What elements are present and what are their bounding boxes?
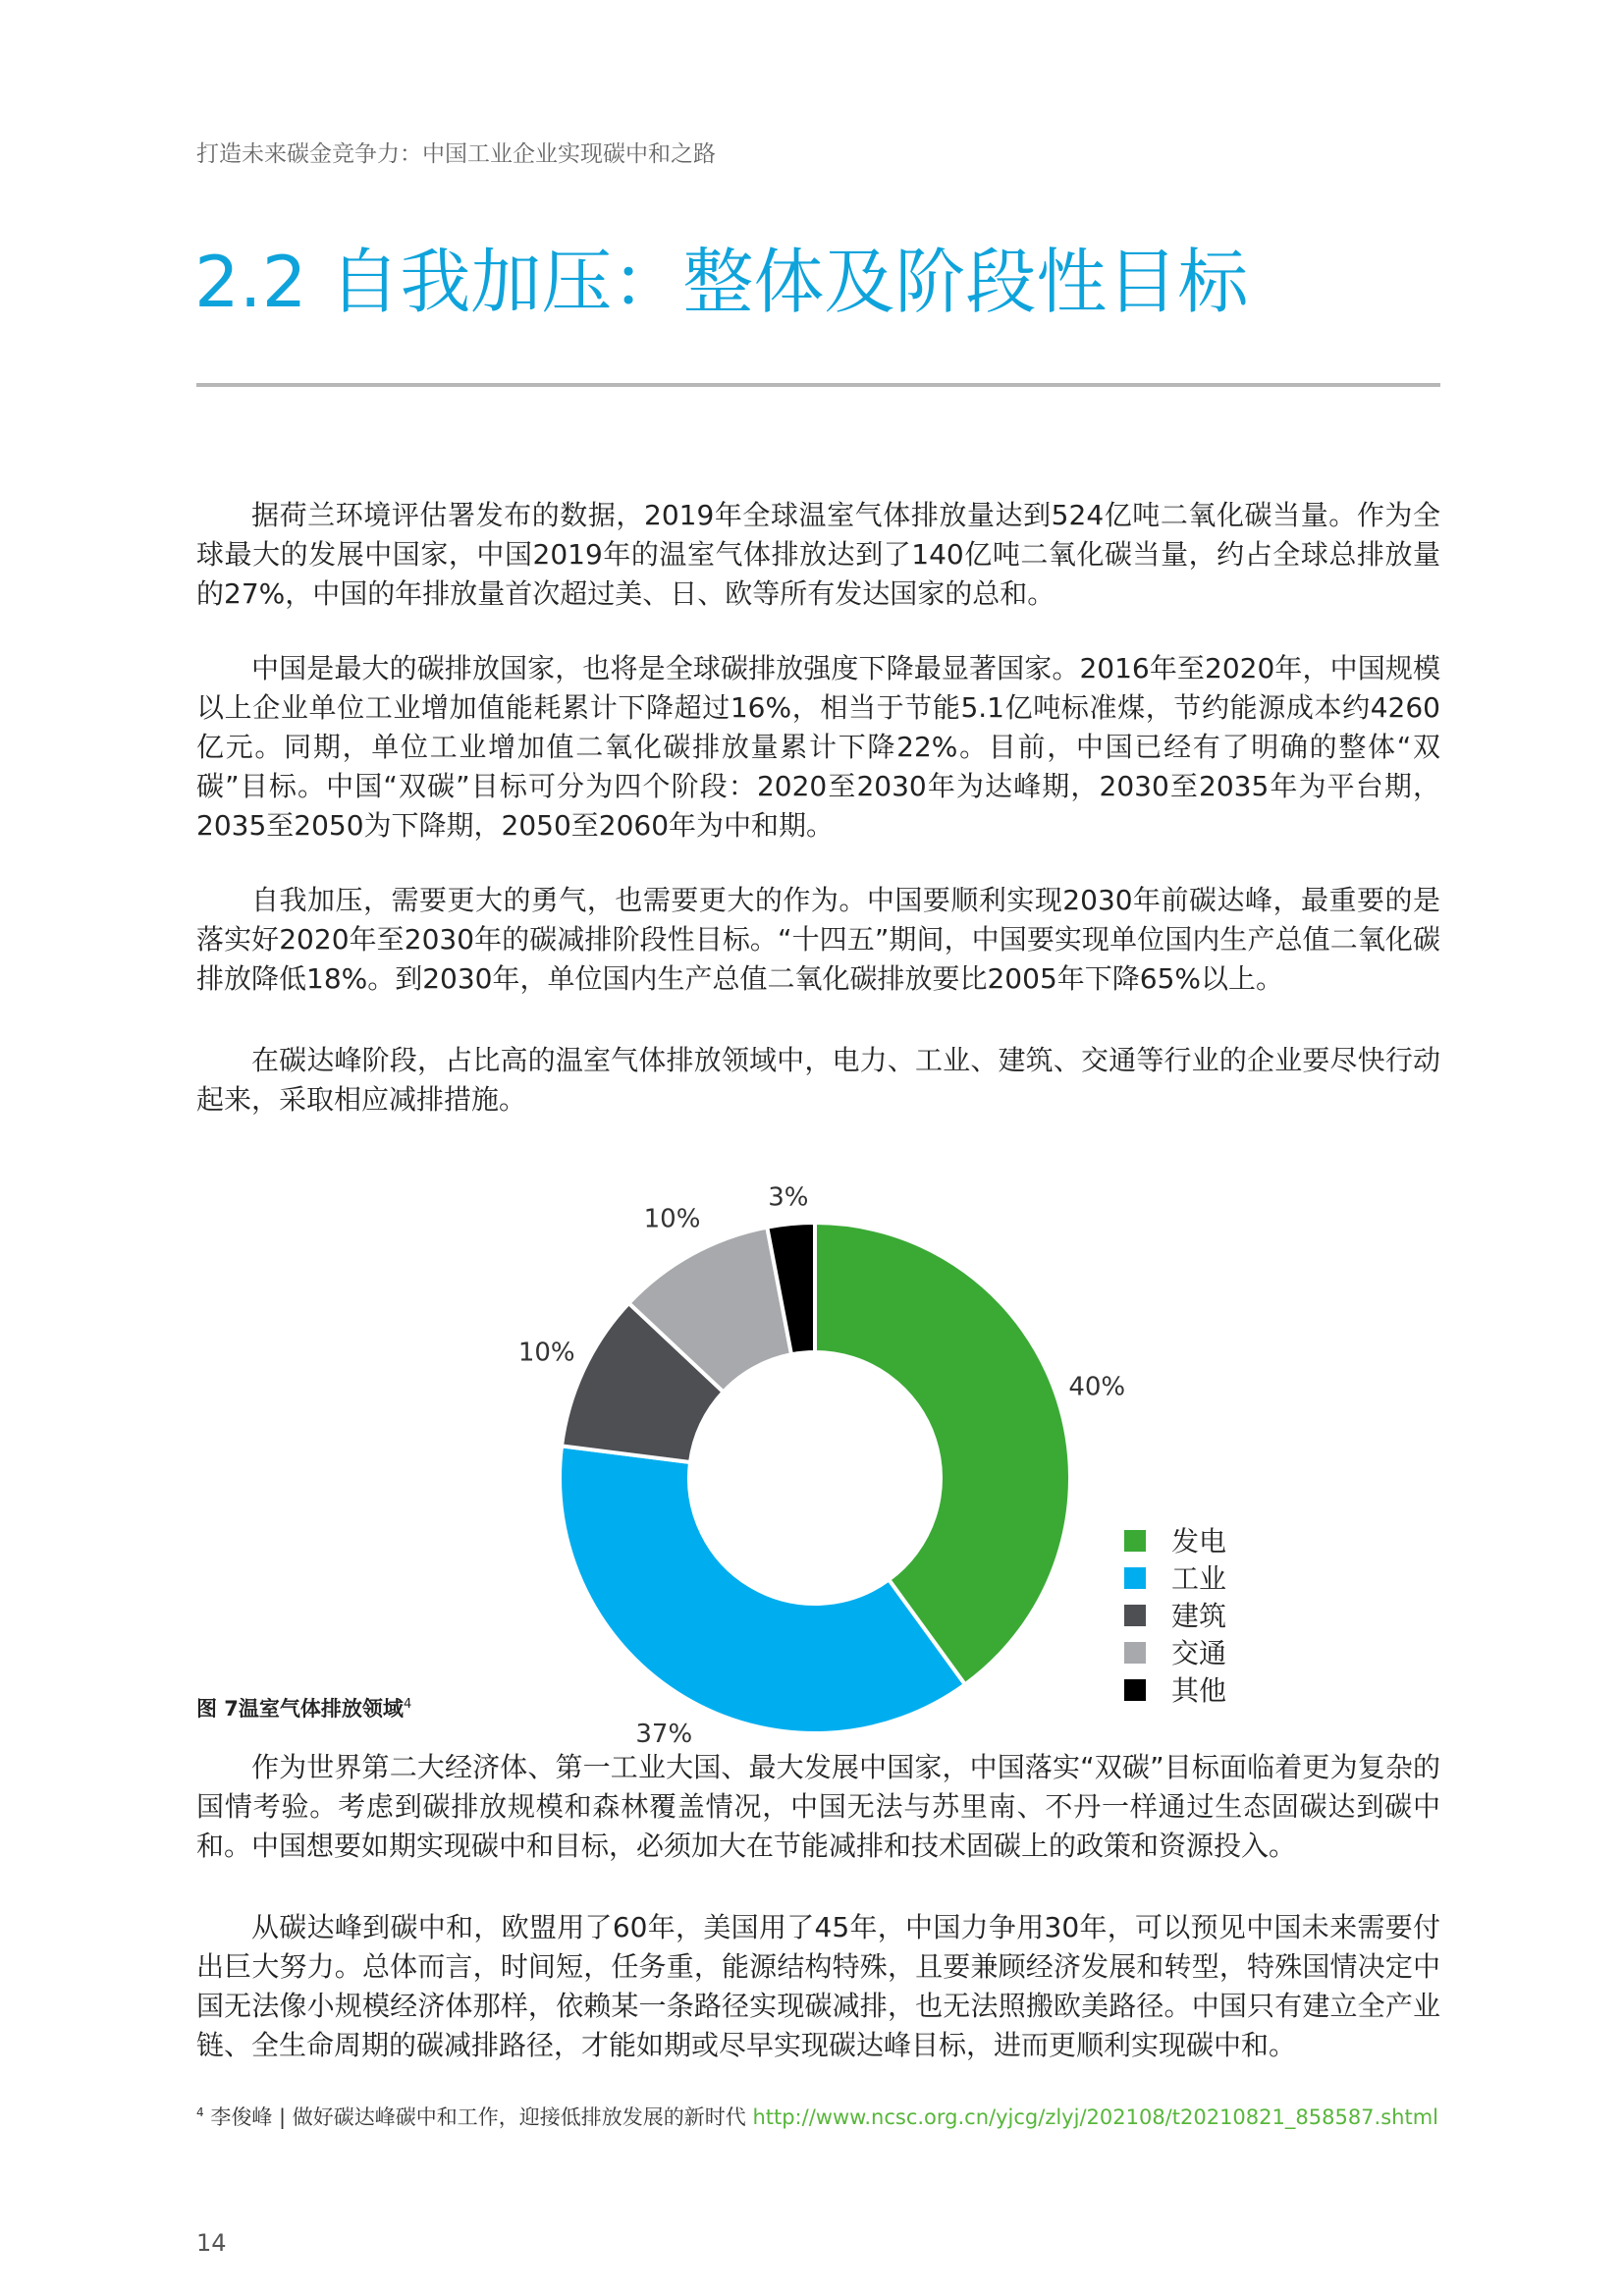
figure-caption — [196, 1693, 411, 1722]
donut-svg — [491, 1129, 1276, 1749]
paragraph-2: 中国是最大的碳排放国家，也将是全球碳排放强度下降最显著国家。2016年至2020年，中国规模以上企业单位工业增加值能耗累计下降超过16%，相当于节能5.1亿吨标准煤，节约能源成本约4260亿元。同期，单位工业增加值二氧化碳排放量累计下降22%。目前，中国已经有了明确的整体“双碳”目标。中国“双碳”目标可分为四个阶段：2020至2030年为达峰期，2030至2035年为平台期，2035至2050为下降期，2050至2060年为中和期。 — [196, 652, 1440, 842]
legend-swatch-power — [1124, 1530, 1146, 1552]
title-divider — [196, 383, 1440, 387]
section-title: 2.2 自我加压：整体及阶段性目标 — [194, 241, 1249, 323]
figure-caption-text: 图 7温室气体排放领域 — [196, 1697, 404, 1721]
legend-swatch-building — [1124, 1605, 1146, 1626]
legend-label-other: 其他 — [1171, 1674, 1227, 1707]
page-number: 14 — [196, 2229, 227, 2257]
legend-label-building: 建筑 — [1171, 1600, 1227, 1632]
legend-swatch-other — [1124, 1679, 1146, 1701]
figure-caption-ref: 4 — [403, 1697, 412, 1712]
legend-label-industry: 工业 — [1171, 1562, 1227, 1595]
paragraph-3: 自我加压，需要更大的勇气，也需要更大的作为。中国要顺利实现2030年前碳达峰，最重要的是落实好2020年至2030年的碳减排阶段性目标。“十四五”期间，中国要实现单位国内生产总值二氧化碳排放降低18%。到2030年，单位国内生产总值二氧化碳排放要比2005年下降65%以上。 — [196, 884, 1440, 995]
slice-label-industry: 37% — [635, 1719, 693, 1749]
emissions-donut-chart — [491, 1129, 1276, 1749]
footnote-text: 李俊峰 | 做好碳达峰碳中和工作，迎接低排放发展的新时代 — [210, 2105, 753, 2129]
slice-label-transport: 10% — [643, 1204, 701, 1234]
running-header: 打造未来碳金竞争力：中国工业企业实现碳中和之路 — [196, 141, 716, 167]
slice-label-other: 3% — [768, 1182, 809, 1213]
slice-label-power: 40% — [1068, 1372, 1126, 1402]
footnote-marker: 4 — [196, 2105, 204, 2119]
legend-swatch-industry — [1124, 1567, 1146, 1589]
footnote-link[interactable]: http://www.ncsc.org.cn/yjcg/zlyj/202108/t20210821_858587.shtml — [752, 2105, 1438, 2129]
legend-label-power: 发电 — [1171, 1525, 1227, 1558]
paragraph-5: 作为世界第二大经济体、第一工业大国、最大发展中国家，中国落实“双碳”目标面临着更为复杂的国情考验。考虑到碳排放规模和森林覆盖情况，中国无法与苏里南、不丹一样通过生态固碳达到碳中和。中国想要如期实现碳中和目标，必须加大在节能减排和技术固碳上的政策和资源投入。 — [196, 1751, 1440, 1862]
slice-label-building: 10% — [517, 1338, 575, 1368]
paragraph-6: 从碳达峰到碳中和，欧盟用了60年，美国用了45年，中国力争用30年，可以预见中国未来需要付出巨大努力。总体而言，时间短，任务重，能源结构特殊，且要兼顾经济发展和转型，特殊国情决定中国无法像小规模经济体那样，依赖某一条路径实现碳减排，也无法照搬欧美路径。中国只有建立全产业链、全生命周期的碳减排路径，才能如期或尽早实现碳达峰目标，进而更顺利实现碳中和。 — [196, 1911, 1440, 2061]
paragraph-4: 在碳达峰阶段，占比高的温室气体排放领域中，电力、工业、建筑、交通等行业的企业要尽快行动起来，采取相应减排措施。 — [196, 1044, 1440, 1116]
footnote — [196, 2102, 1453, 2131]
legend-swatch-transport — [1124, 1642, 1146, 1664]
legend-label-transport: 交通 — [1171, 1637, 1227, 1669]
paragraph-1: 据荷兰环境评估署发布的数据，2019年全球温室气体排放量达到524亿吨二氧化碳当量。作为全球最大的发展中国家，中国2019年的温室气体排放达到了140亿吨二氧化碳当量，约占全球总排放量的27%，中国的年排放量首次超过美、日、欧等所有发达国家的总和。 — [196, 499, 1440, 610]
